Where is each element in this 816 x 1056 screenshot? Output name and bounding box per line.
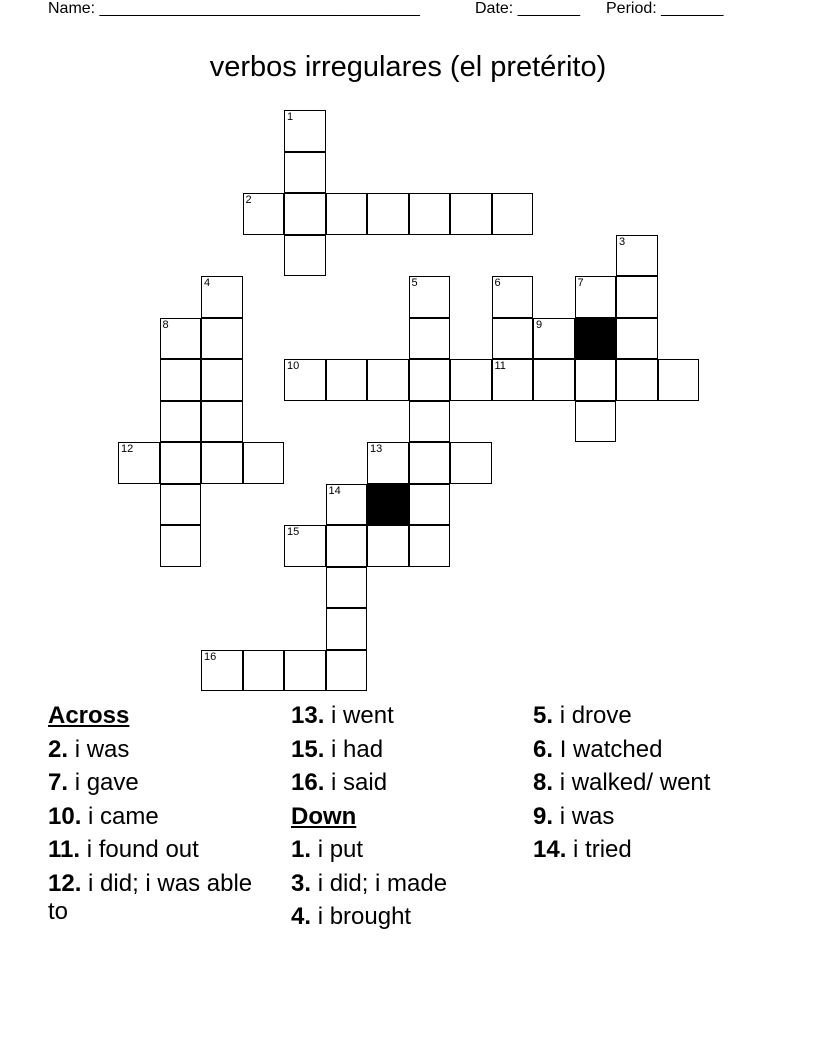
clue-number-6: 6 [494, 277, 501, 289]
grid-cell[interactable] [658, 359, 700, 401]
grid-cell[interactable] [492, 276, 534, 318]
grid-cell[interactable] [243, 442, 285, 484]
across-heading: Across [48, 702, 130, 729]
grid-cell[interactable] [533, 318, 575, 360]
grid-cell[interactable] [326, 650, 368, 692]
grid-cell[interactable] [284, 650, 326, 692]
grid-cell[interactable] [409, 401, 451, 443]
clue-number-10: 10 [287, 360, 300, 372]
grid-cell[interactable] [409, 359, 451, 401]
clue-down-4: 4. i brought [291, 903, 412, 930]
clue-down-14: 14. i tried [533, 836, 632, 863]
clue-number-13: 13 [370, 443, 383, 455]
grid-cell[interactable] [409, 276, 451, 318]
clue-across-12: 12. i did; i was able to [48, 869, 253, 925]
grid-cell[interactable] [409, 442, 451, 484]
grid-cell[interactable] [575, 401, 617, 443]
clue-number-15: 15 [287, 526, 300, 538]
grid-cell[interactable] [160, 318, 202, 360]
clue-across-16: 16. i said [291, 769, 388, 796]
clue-across-10: 10. i came [48, 802, 159, 830]
clue-down-8: 8. i walked/ went [533, 769, 711, 796]
clue-across-11: 11. i found out [48, 836, 199, 863]
grid-cell[interactable] [616, 318, 658, 360]
clue-down-5: 5. i drove [533, 702, 632, 729]
clue-number-2: 2 [245, 194, 252, 206]
grid-cell[interactable] [201, 318, 243, 360]
grid-cell[interactable] [284, 152, 326, 194]
grid-cell[interactable] [160, 401, 202, 443]
grid-cell[interactable] [284, 359, 326, 401]
clue-across-15: 15. i had [291, 735, 384, 763]
grid-cell[interactable] [201, 650, 243, 692]
clue-down-9: 9. i was [533, 802, 615, 830]
grid-cell[interactable] [326, 484, 368, 526]
grid-cell[interactable] [450, 193, 492, 235]
grid-cell[interactable] [409, 193, 451, 235]
grid-cell[interactable] [284, 110, 326, 152]
grid-cell[interactable] [160, 359, 202, 401]
clue-number-3: 3 [619, 235, 626, 248]
clue-across-13: 13. i went [291, 702, 394, 729]
grid-cell[interactable] [616, 276, 658, 318]
grid-cell[interactable] [533, 359, 575, 401]
clue-number-7: 7 [577, 277, 584, 289]
grid-cell[interactable] [118, 442, 160, 484]
grid-cell[interactable] [243, 650, 285, 692]
clue-column-1 [48, 702, 258, 931]
clue-number-8: 8 [162, 318, 169, 331]
grid-cell[interactable] [492, 359, 534, 401]
clue-number-4: 4 [204, 277, 211, 289]
grid-cell[interactable] [450, 442, 492, 484]
grid-cell[interactable] [326, 193, 368, 235]
blocked-cell [575, 318, 617, 360]
grid-cell[interactable] [201, 359, 243, 401]
period-field-label: Period: _______ [606, 0, 724, 17]
grid-cell[interactable] [409, 484, 451, 526]
grid-cell[interactable] [284, 525, 326, 567]
name-field-label: Name: ____________________________________ [48, 0, 420, 17]
grid-cell[interactable] [616, 235, 658, 277]
clue-column-3 [533, 702, 763, 870]
grid-cell[interactable] [160, 442, 202, 484]
grid-cell[interactable] [409, 525, 451, 567]
grid-cell[interactable] [284, 235, 326, 277]
clue-number-9: 9 [536, 318, 543, 331]
grid-cell[interactable] [160, 484, 202, 526]
grid-cell[interactable] [492, 193, 534, 235]
grid-cell[interactable] [243, 193, 285, 235]
grid-cell[interactable] [160, 525, 202, 567]
grid-cell[interactable] [367, 525, 409, 567]
grid-cell[interactable] [326, 567, 368, 609]
grid-cell[interactable] [326, 525, 368, 567]
grid-cell[interactable] [575, 359, 617, 401]
clue-number-5: 5 [411, 277, 418, 289]
grid-cell[interactable] [367, 193, 409, 235]
clue-down-6: 6. I watched [533, 735, 663, 763]
page-title: verbos irregulares (el pretérito) [209, 51, 607, 83]
grid-cell[interactable] [367, 359, 409, 401]
grid-cell[interactable] [409, 318, 451, 360]
clue-across-7: 7. i gave [48, 769, 139, 796]
grid-cell[interactable] [616, 359, 658, 401]
grid-cell[interactable] [201, 401, 243, 443]
grid-cell[interactable] [284, 193, 326, 235]
date-field-label: Date: _______ [475, 0, 580, 17]
grid-cell[interactable] [326, 359, 368, 401]
clue-down-1: 1. i put [291, 836, 364, 863]
grid-cell[interactable] [201, 276, 243, 318]
grid-cell[interactable] [575, 276, 617, 318]
clue-number-14: 14 [328, 484, 341, 497]
grid-cell[interactable] [450, 359, 492, 401]
grid-cell[interactable] [367, 442, 409, 484]
grid-cell[interactable] [201, 442, 243, 484]
down-heading: Down [291, 802, 357, 830]
clue-number-11: 11 [494, 360, 506, 372]
clue-number-1: 1 [287, 111, 294, 123]
clue-column-2 [291, 702, 521, 937]
clue-number-12: 12 [121, 443, 134, 455]
clue-down-3: 3. i did; i made [291, 869, 448, 897]
blocked-cell [367, 484, 409, 526]
grid-cell[interactable] [326, 608, 368, 650]
clue-number-16: 16 [204, 650, 217, 663]
grid-cell[interactable] [492, 318, 534, 360]
clue-across-2: 2. i was [48, 735, 130, 763]
